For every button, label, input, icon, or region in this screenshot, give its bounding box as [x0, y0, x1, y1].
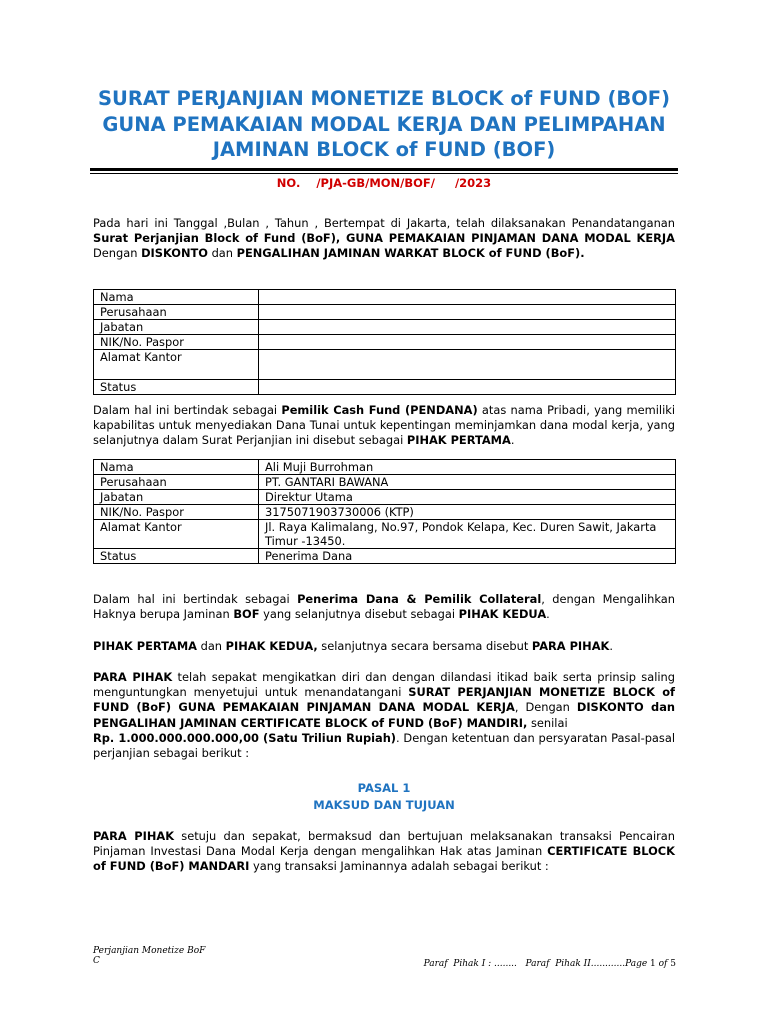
document-title: [80, 86, 688, 163]
table-value: [259, 320, 676, 335]
para-pihak-bold-1: PIHAK PERTAMA: [93, 639, 197, 653]
footer-page-total: 5: [670, 959, 676, 969]
table-row: [94, 475, 676, 490]
party-one-text-1: Dalam hal ini bertindak sebagai: [93, 403, 282, 417]
agreement-text-1: telah sepakat mengikatkan diri dan dengan dilandasi itikad baik serta prinsip saling menguntungkan menyetujui untuk menandatangani: [93, 670, 675, 700]
table-label: Perusahaan: [94, 475, 259, 490]
footer-right: [424, 959, 676, 969]
para-pihak-paragraph: [93, 639, 675, 654]
pasal-title: MAKSUD DAN TUJUAN: [313, 798, 455, 812]
table-label: Alamat Kantor: [94, 350, 259, 380]
party-two-paragraph: [93, 592, 675, 622]
pasal-1-paragraph: [93, 829, 675, 875]
intro-text-2: Dengan: [93, 246, 142, 261]
party-two-bold-1: Penerima Dana & Pemilik Collateral: [297, 592, 542, 606]
agreement-text-2: , Dengan: [514, 700, 577, 715]
pasal-number: PASAL 1: [357, 781, 411, 795]
table-label: NIK/No. Paspor: [94, 505, 259, 520]
table-row: [94, 520, 676, 549]
table-row: [94, 490, 676, 505]
table-value: 3175071903730006 (KTP): [259, 505, 676, 520]
table-row: [94, 320, 676, 335]
party-two-text-1: Dalam hal ini bertindak sebagai: [93, 592, 298, 606]
table-value: [259, 350, 676, 380]
table-row: [94, 505, 676, 520]
pasal-1-bold-2: CERTIFICATE BLOCK of FUND (BoF) MANDARI: [93, 844, 675, 874]
footer-doc-name: Perjanjian Monetize BoF: [93, 946, 206, 956]
party-two-bold-2: BOF: [233, 607, 260, 622]
title-divider-thin: [90, 173, 678, 174]
intro-text-1: Pada hari ini Tanggal ,Bulan , Tahun , Bertempat di Jakarta, telah dilaksanakan Penandatanganan: [93, 216, 675, 230]
table-value: [259, 380, 676, 395]
agreement-text-3: senilai: [527, 715, 568, 730]
party-one-bold-2: PIHAK PERTAMA: [406, 433, 511, 448]
footer-left: [93, 946, 205, 966]
agreement-paragraph: [93, 670, 675, 761]
agreement-text-4: . Dengan ketentuan dan persyaratan Pasal-pasal perjanjian sebagai berikut :: [93, 730, 675, 761]
table-row: [94, 305, 676, 320]
agreement-bold-2: SURAT PERJANJIAN MONETIZE BLOCK of FUND (BoF) GUNA PEMAKAIAN PINJAMAN DANA MODAL KERJA: [93, 685, 675, 715]
party-two-text-3: yang selanjutnya disebut sebagai: [259, 607, 459, 622]
table-label: Status: [94, 549, 259, 564]
table-label: Jabatan: [94, 490, 259, 505]
document-number: NO. /PJA-GB/MON/BOF/ /2023: [276, 176, 492, 190]
intro-bold-3: PENGALIHAN JAMINAN WARKAT BLOCK of FUND (BoF).: [236, 246, 585, 261]
para-pihak-text-1: dan: [196, 639, 226, 653]
agreement-bold-1: PARA PIHAK: [93, 670, 173, 684]
party-one-paragraph: [93, 403, 675, 449]
table-value: Jl. Raya Kalimalang, No.97, Pondok Kelapa, Kec. Duren Sawit, Jakarta Timur -13450.: [259, 520, 676, 549]
footer-page-of: of: [655, 959, 671, 969]
table-value: [259, 335, 676, 350]
party-one-text-3: .: [510, 433, 515, 448]
title-line-1: SURAT PERJANJIAN MONETIZE BLOCK of FUND (BOF): [97, 87, 671, 110]
party-two-table: [93, 459, 676, 564]
para-pihak-text-3: .: [609, 639, 613, 653]
agreement-bold-3: DISKONTO dan PENGALIHAN JAMINAN CERTIFICATE BLOCK of FUND (BoF) MANDIRI,: [93, 700, 676, 730]
footer-code: C: [93, 956, 100, 966]
pasal-1-text-1: setuju dan sepakat, bermaksud dan bertujuan melaksanakan transaksi Pencairan Pinjaman Investasi Dana Modal Kerja dengan mengalihkan Hak atas Jaminan: [93, 829, 675, 859]
table-label: Status: [94, 380, 259, 395]
table-value: Penerima Dana: [259, 549, 676, 564]
table-label: Nama: [94, 290, 259, 305]
party-two-text-2: , dengan Mengalihkan Haknya berupa Jaminan: [93, 592, 675, 622]
title-line-3: JAMINAN BLOCK of FUND (BOF): [212, 138, 556, 161]
party-one-table: [93, 289, 676, 395]
table-label: NIK/No. Paspor: [94, 335, 259, 350]
para-pihak-text-2: selanjutnya secara bersama disebut: [317, 639, 532, 653]
table-label: Alamat Kantor: [94, 520, 259, 549]
table-row: [94, 290, 676, 305]
table-label: Perusahaan: [94, 305, 259, 320]
table-label: Jabatan: [94, 320, 259, 335]
intro-bold-1: Surat Perjanjian Block of Fund (BoF), GUNA PEMAKAIAN PINJAMAN DANA MODAL KERJA: [93, 231, 675, 246]
table-value: Direktur Utama: [259, 490, 676, 505]
party-one-bold-1: Pemilik Cash Fund (PENDANA): [281, 403, 478, 417]
table-value: [259, 305, 676, 320]
table-value: Ali Muji Burrohman: [259, 460, 676, 475]
title-divider-thick: [90, 168, 678, 171]
intro-text-3: dan: [207, 246, 237, 261]
party-one-text-2: atas nama Pribadi, yang memiliki kapabilitas untuk menyediakan Dana Tunai untuk kepentingan meminjamkan dana modal kerja, yang selanjutnya dalam Surat Perjanjian ini disebut sebagai: [93, 403, 676, 448]
table-label: Nama: [94, 460, 259, 475]
table-row: [94, 460, 676, 475]
table-row: [94, 335, 676, 350]
pasal-1-text-2: yang transaksi Jaminannya adalah sebagai berikut :: [249, 859, 549, 874]
para-pihak-bold-3: PARA PIHAK: [531, 639, 610, 653]
pasal-1-bold-1: PARA PIHAK: [93, 829, 175, 843]
agreement-amount: Rp. 1.000.000.000.000,00 (Satu Triliun Rupiah): [93, 730, 397, 745]
pasal-1-heading: [93, 780, 675, 814]
table-value: PT. GANTARI BAWANA: [259, 475, 676, 490]
para-pihak-bold-2: PIHAK KEDUA,: [225, 639, 318, 653]
table-row: [94, 350, 676, 380]
party-two-text-4: .: [546, 607, 550, 622]
footer-paraf: Paraf Pihak I : ........ Paraf Pihak II............Page: [423, 959, 651, 969]
table-row: [94, 380, 676, 395]
title-line-2: GUNA PEMAKAIAN MODAL KERJA DAN PELIMPAHAN: [102, 112, 666, 136]
intro-paragraph: [93, 216, 675, 262]
party-two-bold-3: PIHAK KEDUA: [458, 607, 547, 622]
table-value: [259, 290, 676, 305]
table-row: [94, 549, 676, 564]
intro-bold-2: DISKONTO: [141, 246, 208, 261]
footer-page-current: 1: [650, 959, 656, 969]
